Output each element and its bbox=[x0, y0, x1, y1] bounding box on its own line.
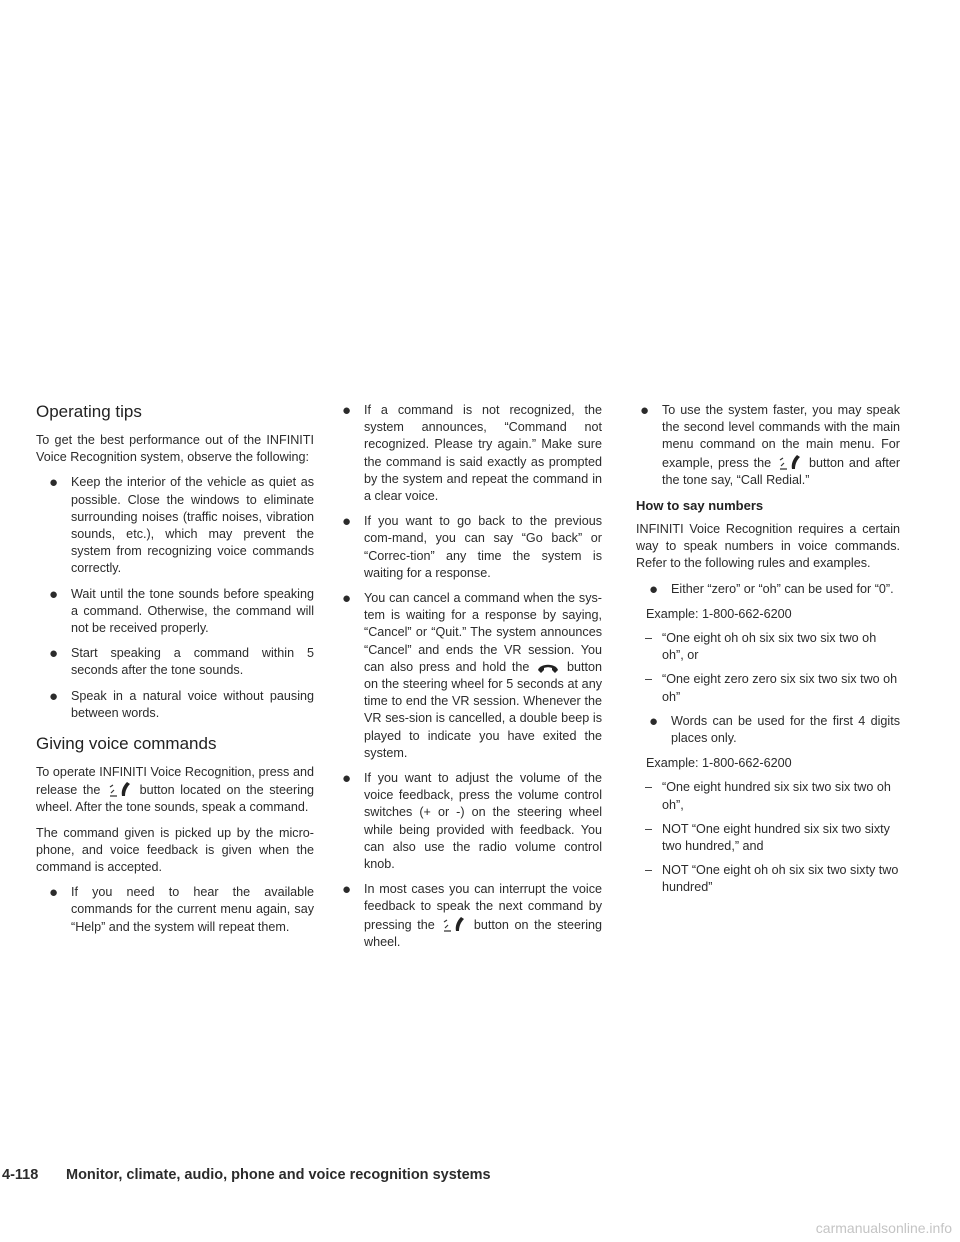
list-item: ● Keep the interior of the vehicle as quiet as possible. Close the windows to eliminate surrounding noises (traffic noises, vibration sounds, etc.), which may prevent the system from recognizing voice commands correctly. bbox=[49, 474, 314, 576]
list-item: ● Speak in a natural voice without pausing between words. bbox=[49, 687, 314, 720]
paragraph-microphone: The command given is picked up by the micro-phone, and voice feedback is given when the command is accepted. bbox=[36, 825, 314, 875]
list-item: ● Start speaking a command within 5 seconds after the tone sounds. bbox=[49, 645, 314, 678]
example-label: Example: 1-800-662-6200 bbox=[646, 756, 792, 771]
bullet-icon: ● bbox=[640, 402, 650, 419]
voice-talk-button-icon bbox=[442, 916, 466, 933]
bullet-icon: ● bbox=[342, 513, 352, 531]
numbers-rules-list bbox=[636, 581, 900, 598]
bullet-icon: ● bbox=[342, 770, 352, 788]
intro-operating-tips: To get the best performance out of the INFINITI Voice Recognition system, observe the following: bbox=[36, 433, 314, 465]
page-number: 4-118 bbox=[2, 1167, 39, 1183]
column-left bbox=[36, 402, 314, 944]
list-item: ● You can cancel a command when the sys-tem is waiting for a response by saying, “Cancel” or “Quit.” The system announces “Cancel” and ends the VR session. You can also press and hold the button on the steering wheel for 5 seconds at any time to end the VR session. Whenever the VR ses-sion is cancelled, a double beep is played to indicate you have exited the system. bbox=[342, 590, 603, 760]
bullet-icon: ● bbox=[49, 687, 59, 705]
list-item: ● If you need to hear the available commands for the current menu again, say “Help” and the system will repeat them. bbox=[49, 884, 314, 934]
page-footer bbox=[0, 1167, 960, 1189]
help-list bbox=[36, 884, 314, 936]
column-middle bbox=[338, 402, 602, 959]
faster-tip-list bbox=[636, 402, 900, 489]
bullet-icon: ● bbox=[49, 884, 59, 902]
bullet-icon: ● bbox=[49, 474, 59, 492]
heading-operating-tips: Operating tips bbox=[36, 402, 142, 421]
bullet-icon: ● bbox=[342, 402, 352, 419]
paragraph-operate: To operate INFINITI Voice Recognition, press and release the button located on the steering wheel. After the tone sounds, speak a command. bbox=[36, 765, 314, 815]
bullet-icon: ● bbox=[342, 590, 352, 608]
heading-giving-voice-commands: Giving voice commands bbox=[36, 734, 217, 754]
list-item: ● To use the system faster, you may speak the second level commands with the main menu command on the main menu. For example, press the button and after the tone say, “Call Redial.” bbox=[640, 402, 901, 487]
numbers-rules-list-2 bbox=[636, 713, 900, 747]
list-item: – “One eight zero zero six six two six two oh oh” bbox=[645, 672, 898, 704]
voice-talk-button-icon bbox=[778, 454, 802, 471]
list-item: – “One eight hundred six six two six two oh oh”, bbox=[645, 780, 891, 812]
bullet-icon: ● bbox=[649, 580, 659, 598]
phone-end-button-icon bbox=[537, 661, 559, 675]
tips-list bbox=[36, 474, 314, 722]
command-tips-list bbox=[338, 402, 602, 951]
bullet-icon: ● bbox=[649, 712, 659, 730]
list-item: ● Wait until the tone sounds before speaking a command. Otherwise, the command will not be received properly. bbox=[49, 585, 314, 636]
list-item: – NOT “One eight oh oh six six two sixty two hundred” bbox=[645, 863, 899, 895]
bullet-icon: ● bbox=[49, 645, 59, 663]
column-right bbox=[636, 402, 900, 904]
list-item: ● Either “zero” or “oh” can be used for “0”. bbox=[649, 580, 894, 598]
paragraph-numbers: INFINITI Voice Recognition requires a certain way to speak numbers in voice commands. Refer to the following rules and examples. bbox=[636, 522, 900, 571]
list-item: ● Words can be used for the first 4 digits places only. bbox=[649, 712, 900, 746]
bullet-icon: ● bbox=[49, 585, 59, 603]
bullet-icon: ● bbox=[342, 881, 352, 899]
list-item: – “One eight oh oh six six two six two oh oh”, or bbox=[645, 631, 877, 663]
list-item: ● In most cases you can interrupt the voice feedback to speak the next command by pressing the button on the steering wheel. bbox=[342, 881, 602, 949]
example-label: Example: 1-800-662-6200 bbox=[646, 606, 792, 621]
list-item: ● If a command is not recognized, the system announces, “Command not recognized. Please try again.” Make sure the command is said exactly as prompted by the system and repeat the command in a clear voice. bbox=[342, 402, 602, 504]
watermark: carmanualsonline.info bbox=[815, 1220, 952, 1236]
voice-talk-button-icon bbox=[108, 781, 132, 798]
chapter-title: Monitor, climate, audio, phone and voice recognition systems bbox=[66, 1167, 491, 1183]
heading-how-to-say-numbers: How to say numbers bbox=[636, 498, 764, 514]
list-item: ● If you want to go back to the previous com-mand, you can say “Go back” or “Correc-tion” any time the system is waiting for a response. bbox=[342, 513, 602, 580]
list-item: – NOT “One eight hundred six six two sixty two hundred,” and bbox=[645, 821, 890, 854]
list-item: ● If you want to adjust the volume of the voice feedback, press the volume control switches (+ or -) on the steering wheel while being provided with feedback. You can also use the radio volume control knob. bbox=[342, 770, 602, 872]
